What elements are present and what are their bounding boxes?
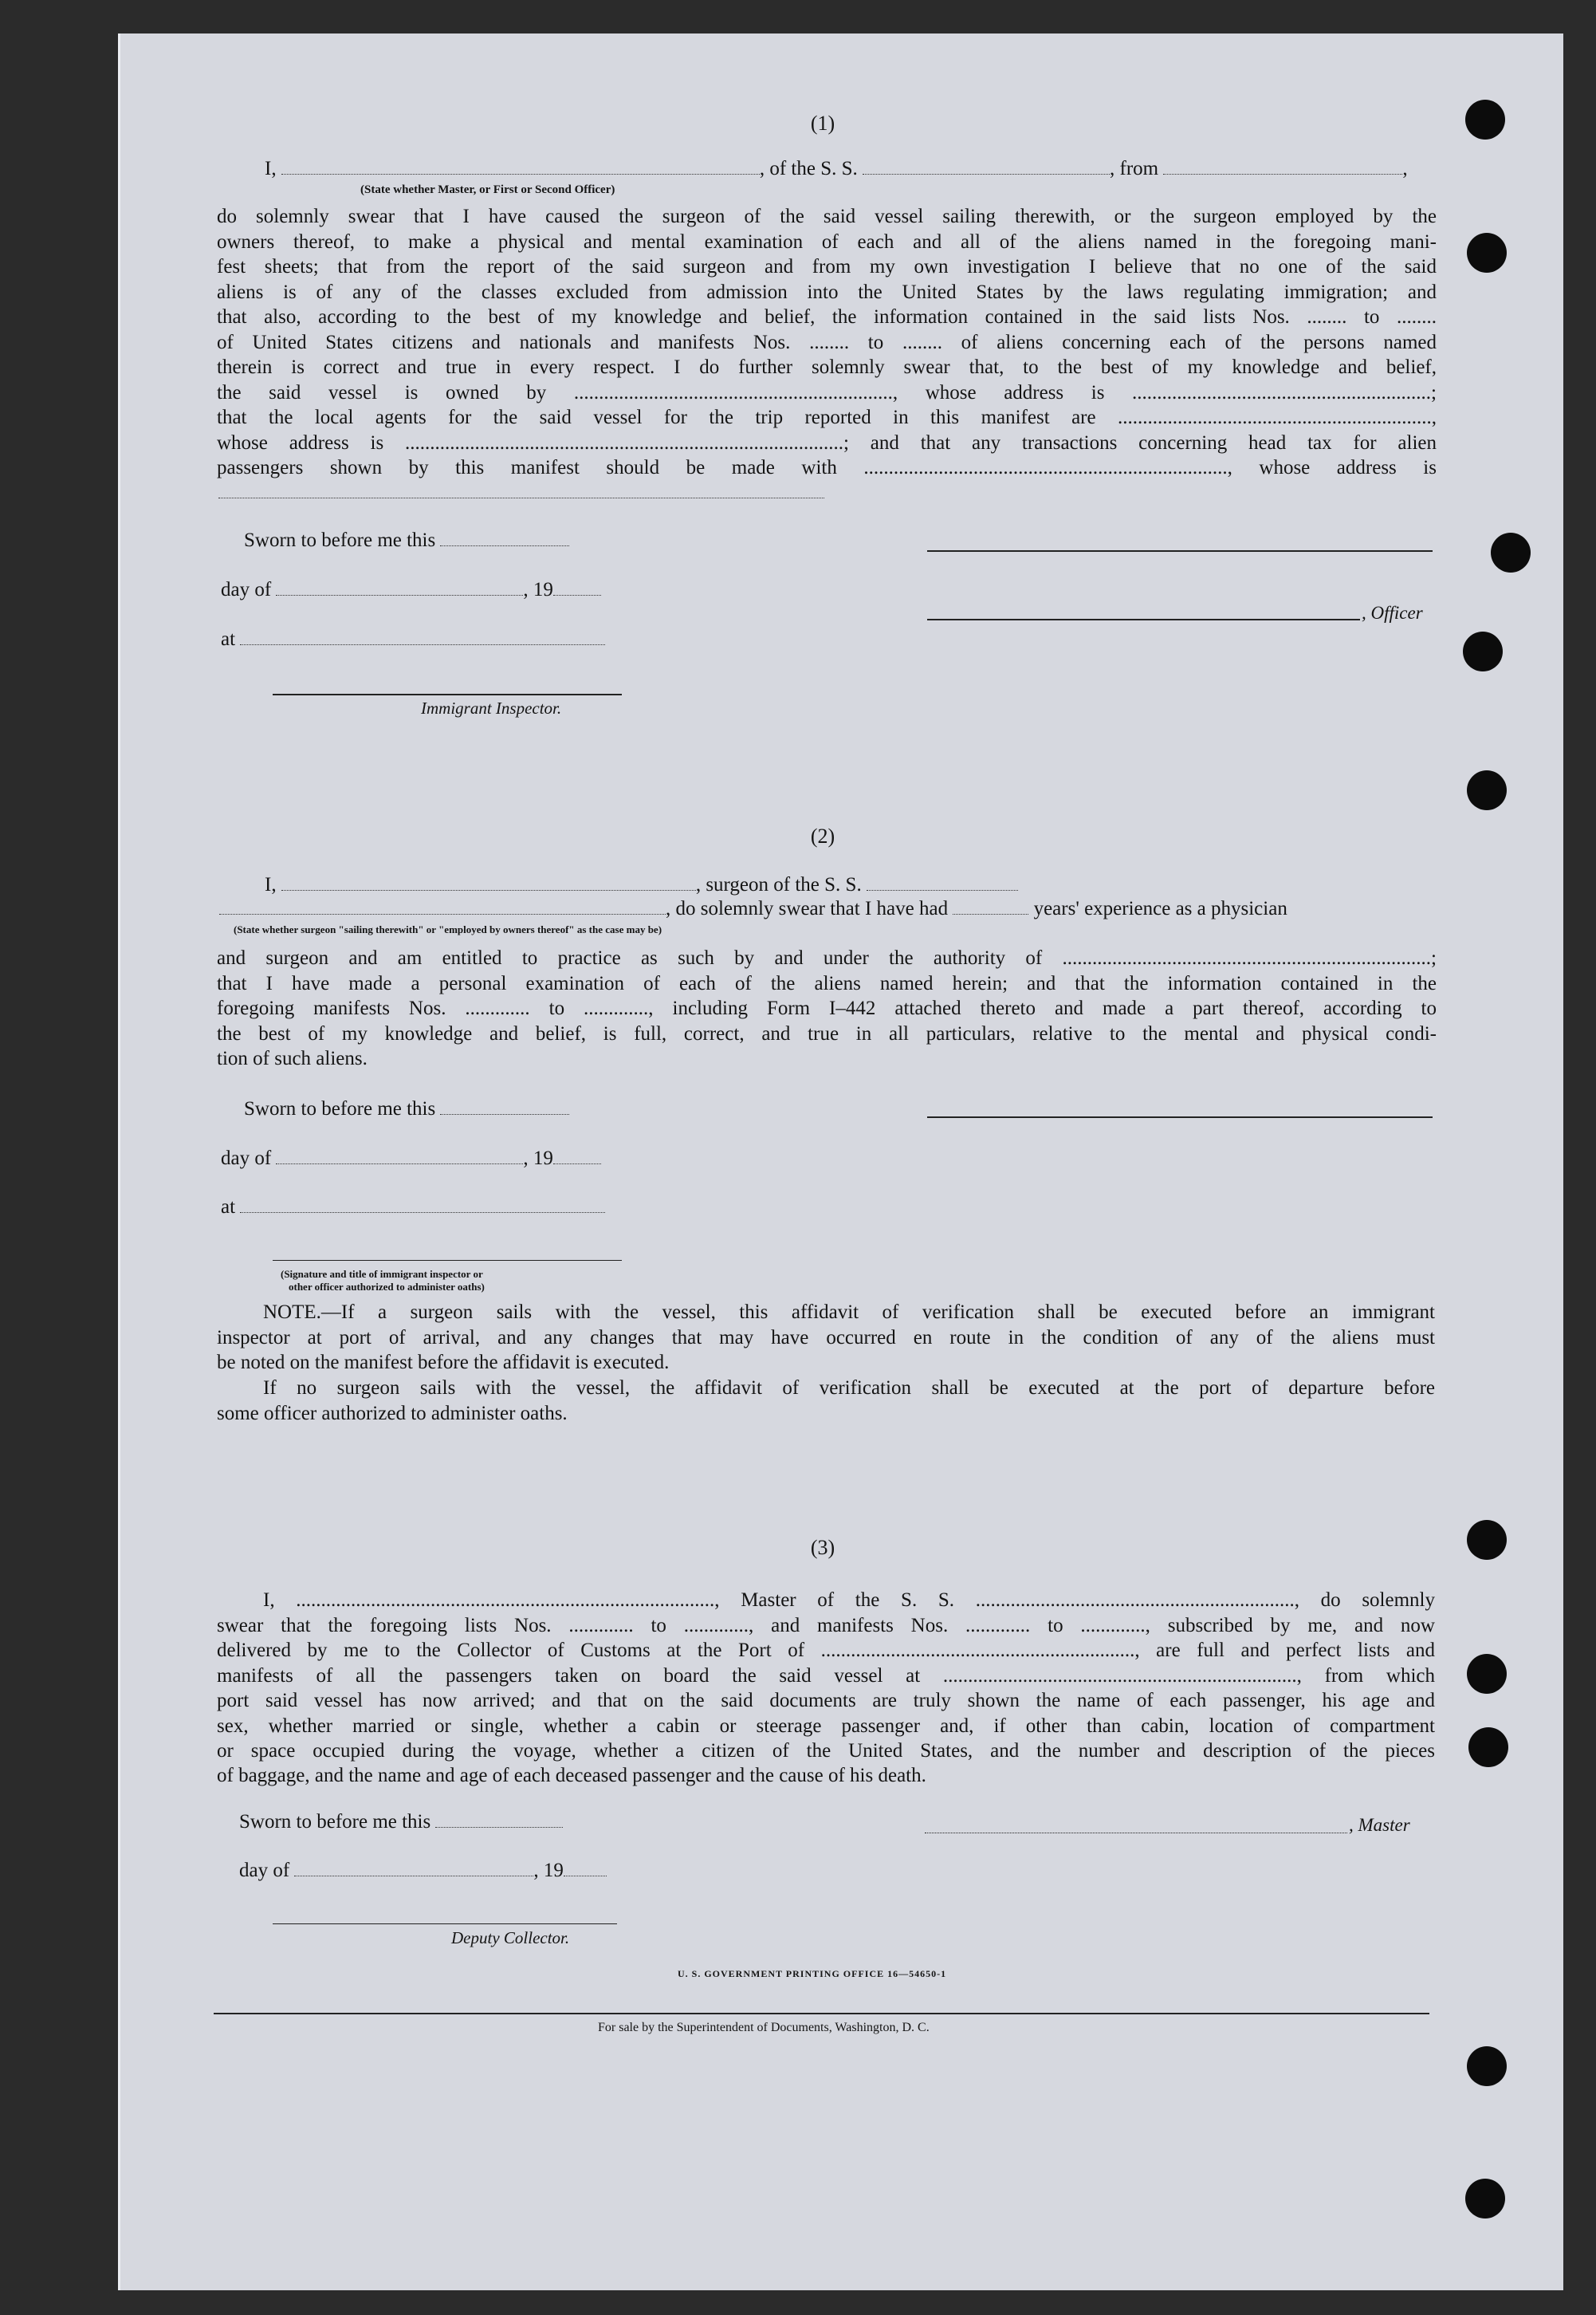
punch-hole bbox=[1467, 770, 1507, 810]
section-3-body-end: of baggage, and the name and age of each deceased passenger and the cause of his death. bbox=[217, 1765, 926, 1786]
section-3-number: (3) bbox=[810, 1536, 835, 1559]
at-place-field-2[interactable] bbox=[240, 1196, 605, 1213]
punch-hole bbox=[1467, 1654, 1507, 1694]
officer-label: , Officer bbox=[1362, 603, 1423, 623]
officer-signature-line-1[interactable] bbox=[927, 550, 1433, 552]
deputy-collector-label: Deputy Collector. bbox=[451, 1928, 570, 1947]
sworn-date-field-3[interactable] bbox=[435, 1811, 563, 1828]
sworn-date-field-1[interactable] bbox=[440, 530, 569, 546]
punch-hole bbox=[1491, 533, 1531, 573]
surgeon-signature-line[interactable] bbox=[927, 1116, 1433, 1118]
surgeon-status-caption: (State whether surgeon "sailing therewith" or "employed by owners thereof" as the case may be) bbox=[234, 923, 662, 935]
officer-authorized-caption-2: other officer authorized to administer oaths) bbox=[289, 1281, 485, 1293]
from-port-field[interactable] bbox=[1163, 158, 1402, 175]
punch-hole bbox=[1467, 1520, 1507, 1560]
at-place-field-1[interactable] bbox=[240, 628, 605, 645]
day-field-2[interactable] bbox=[276, 1148, 523, 1164]
address-continuation-field[interactable] bbox=[218, 482, 824, 498]
surgeon-name-field[interactable] bbox=[281, 874, 696, 891]
deputy-collector-signature-line[interactable] bbox=[273, 1923, 617, 1924]
section-3-sworn: Sworn to before me this bbox=[239, 1811, 563, 1833]
section-2-sworn: Sworn to before me this bbox=[244, 1098, 569, 1120]
for-sale-note: For sale by the Superintendent of Documents, Washington, D. C. bbox=[598, 2021, 930, 2034]
master-label: , Master bbox=[1349, 1815, 1410, 1835]
section-1-number: (1) bbox=[810, 112, 835, 135]
surgeon-status-field[interactable] bbox=[219, 898, 666, 915]
footer-rule bbox=[214, 2013, 1429, 2014]
section-1-day: day of , 19 bbox=[221, 579, 601, 601]
year-field-3[interactable] bbox=[564, 1860, 607, 1876]
officer-authorized-signature-line[interactable] bbox=[273, 1260, 622, 1261]
officer-signature-line-2[interactable] bbox=[927, 619, 1360, 620]
no-surgeon-note-end: some officer authorized to administer oaths. bbox=[217, 1403, 568, 1424]
printing-office-note: U. S. GOVERNMENT PRINTING OFFICE 16—54650-1 bbox=[678, 1968, 947, 1979]
section-1-oath-line: I, , of the S. S. , from , bbox=[265, 158, 1408, 179]
officer-authorized-caption-1: (Signature and title of immigrant inspector or bbox=[281, 1268, 483, 1280]
punch-hole bbox=[1465, 100, 1505, 140]
section-2-body: and surgeon and am entitled to practice as such by and under the authority of ..........................................................................; that I have made a personal examination of each of the aliens named herein; and that the information contained in the foregoing manifests Nos. ............. to ............., including Form I–442 attached thereto and made a part thereof, according to the best of my knowledge and belief, is full, correct, and true in all particulars, relative to the mental and physical condi- bbox=[217, 947, 1437, 1045]
section-1-body: do solemnly swear that I have caused the surgeon of the said vessel sailing therewith, or the surgeon employed by the owners thereof, to make a physical and mental examination of each and all of the aliens named in the foregoing mani- fest sheets; that from the report of the said surgeon and from my own investigation I believe that no one of the said aliens is of any of the classes excluded from admission into the United States by the laws regulating immigration; and that also, according to the best of my knowledge and belief, the information contained in the said lists Nos. ........ to ........ of United States citizens and nationals and manifests Nos. ........ to ........ of aliens concerning each of the persons named therein is correct and true in every respect. I do further solemnly swear that, to the best of my knowledge and belief, the said vessel is owned by ................................................................, whose address is ............................................................; that the local agents for the said vessel for the trip reported in this manifest are ..............................................................., whose address is ........................................................................................; and that any transactions concerning head tax for alien passengers shown by this manifest should be made with ........................................................................., whose address is bbox=[217, 206, 1437, 478]
officer-rank-caption: (State whether Master, or First or Second Officer) bbox=[360, 183, 615, 196]
punch-hole bbox=[1467, 233, 1507, 273]
section-3-body: I, ...................................................................................., Master of the S. S. ................................................................, do solemnly swear that the foregoing lists Nos. ............. to ............., and manifests Nos. ............. to ............., subscribed by me, and now delivered by me to the Collector of Customs at the Port of ..............................................................., are full and perfect lists and manifests of all the passengers taken on board the said vessel at ......................................................................., from which port said vessel has now arrived; and that on the said documents are truly shown the name of each passenger, his age and sex, whether married or single, whether a cabin or steerage passenger and, if other than cabin, location of compartment or space occupied during the voyage, whether a citizen of the United States, and the number and description of the pieces bbox=[217, 1589, 1435, 1762]
surgeon-note: NOTE.—If a surgeon sails with the vessel, this affidavit of verification shall be executed before an immigrant inspector at port of arrival, and any changes that may have occurred en route in the condition of any of the aliens must bbox=[217, 1301, 1435, 1348]
immigrant-inspector-label: Immigrant Inspector. bbox=[421, 699, 562, 718]
section-2-at: at bbox=[221, 1196, 605, 1219]
section-3-day: day of , 19 bbox=[239, 1860, 607, 1882]
punch-hole bbox=[1465, 2179, 1505, 2219]
punch-hole bbox=[1467, 2046, 1507, 2086]
punch-hole bbox=[1468, 1727, 1508, 1767]
sworn-date-field-2[interactable] bbox=[440, 1098, 569, 1115]
officer-rank-field[interactable] bbox=[281, 158, 760, 175]
years-experience-field[interactable] bbox=[953, 898, 1028, 915]
vessel-name-field[interactable] bbox=[863, 158, 1110, 175]
inspector-signature-line[interactable] bbox=[273, 694, 622, 695]
section-2-number: (2) bbox=[810, 825, 835, 848]
year-field-2[interactable] bbox=[553, 1148, 601, 1164]
surgeon-vessel-field[interactable] bbox=[867, 874, 1018, 891]
section-1-sworn: Sworn to before me this bbox=[244, 530, 569, 552]
year-field-1[interactable] bbox=[553, 579, 601, 596]
day-field-1[interactable] bbox=[276, 579, 523, 596]
section-2-day: day of , 19 bbox=[221, 1148, 601, 1170]
section-2-body-end: tion of such aliens. bbox=[217, 1048, 368, 1069]
surgeon-note-end: be noted on the manifest before the affidavit is executed. bbox=[217, 1352, 670, 1373]
day-field-3[interactable] bbox=[294, 1860, 533, 1876]
section-2-years-line: , do solemnly swear that I have had years' experience as a physician bbox=[219, 898, 1287, 920]
section-2-oath-line: I, , surgeon of the S. S. bbox=[265, 874, 1018, 896]
punch-hole bbox=[1463, 632, 1503, 671]
section-1-at: at bbox=[221, 628, 605, 651]
no-surgeon-note: If no surgeon sails with the vessel, the affidavit of verification shall be executed at the port of departure before bbox=[263, 1377, 1435, 1399]
